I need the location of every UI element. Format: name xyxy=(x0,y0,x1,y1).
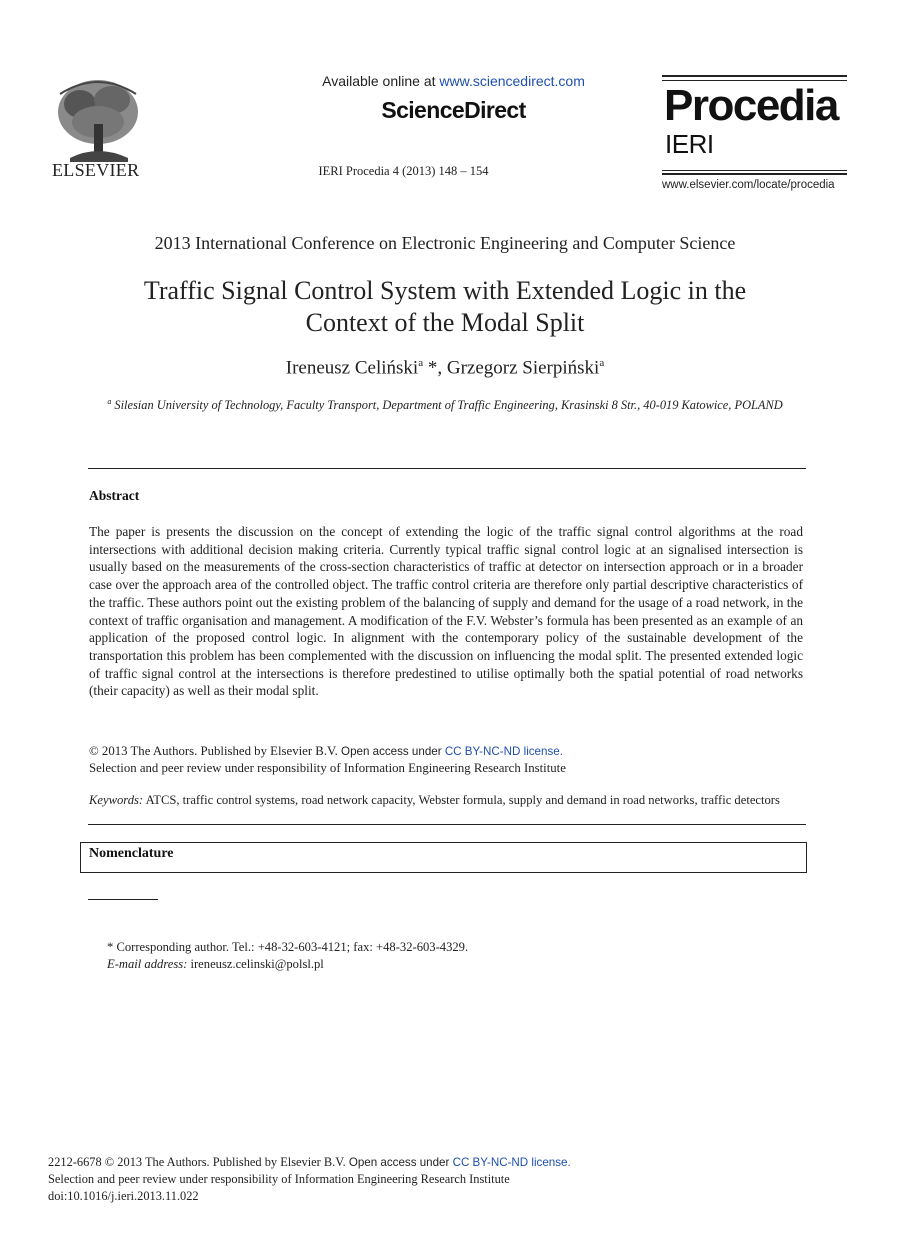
affiliation xyxy=(0,397,890,413)
available-prefix: Available online at xyxy=(322,73,440,89)
masthead-rule xyxy=(662,75,847,77)
journal-citation: IERI Procedia 4 (2013) 148 – 154 xyxy=(318,164,489,178)
author-name: Ireneusz Celiński xyxy=(285,357,419,379)
issn-text: 2212-6678 © 2013 The Authors. Published by Elsevier B.V. xyxy=(48,1155,349,1169)
peer-review-statement: Selection and peer review under responsibility of Information Engineering Research Institute xyxy=(89,761,566,775)
affiliation-marker: a xyxy=(418,357,424,369)
masthead-rule xyxy=(662,170,847,171)
nomenclature-heading: Nomenclature xyxy=(89,846,174,861)
footer-peer-review: Selection and peer review under responsibility of Information Engineering Research Institute xyxy=(48,1172,510,1186)
doi[interactable]: doi:10.1016/j.ieri.2013.11.022 xyxy=(48,1189,199,1203)
section-divider xyxy=(88,468,806,469)
issn-line xyxy=(48,1155,571,1170)
title-line-2: Context of the Modal Split xyxy=(305,308,585,337)
email-address[interactable]: ireneusz.celinski@polsl.pl xyxy=(187,957,324,971)
abstract-body: The paper is presents the discussion on the concept of extending the logic of the traffic signal control algorithms at the road intersections with additional decision making criteria. Currently typical traffic signal control logic at an signalised intersection is usually based on the measurements of the cross-section characteristics of traffic at detector on intersection approach or in a broader case over the approach area of the controlled object. The traffic control criteria are therefore only partial descriptive characteristics of the traffic. These authors point out the existing problem of the balancing of supply and demand for the usage of a road network, in the context of traffic organisation and management. A modification of the F.V. Webster’s formula has been presented as an example of an application of the proposed control logic. In alignment with the contemporary policy of the sustainable development of the transportation this problem has been complemented with the discussion on influencing the modal split. The presented extended logic of traffic signal control at the intersections is therefore predestined to utilise optimally both the spatial potential of road networks (their capacity) as well as their modal split. xyxy=(89,524,803,699)
affiliation-marker: a xyxy=(107,397,112,406)
keywords xyxy=(89,793,780,808)
author-name: Grzegorz Sierpiński xyxy=(446,357,600,379)
footnote-rule xyxy=(88,899,158,900)
affiliation-text: Silesian University of Technology, Faculty Transport, Department of Traffic Engineering, Krasinski 8 Str., 40-019 Katowice, POLAND xyxy=(111,398,783,413)
nomenclature-box xyxy=(80,842,807,873)
journal-title: Procedia xyxy=(664,81,838,130)
author-list xyxy=(0,357,890,379)
journal-subtitle: IERI xyxy=(665,129,714,159)
open-access-label: Open access under xyxy=(348,1156,453,1169)
title-line-1: Traffic Signal Control System with Extended Logic in the xyxy=(143,276,747,305)
affiliation-marker: a xyxy=(599,357,605,369)
corresponding-author-note: * Corresponding author. Tel.: +48-32-603-4121; fax: +48-32-603-4329. xyxy=(107,940,469,954)
journal-url[interactable]: www.elsevier.com/locate/procedia xyxy=(662,179,835,191)
platform-title: ScienceDirect xyxy=(381,97,526,123)
publisher-name: ELSEVIER xyxy=(52,160,140,180)
conference-name: 2013 International Conference on Electronic Engineering and Computer Science xyxy=(154,233,736,253)
sciencedirect-link[interactable]: www.sciencedirect.com xyxy=(439,73,585,89)
email-label: E-mail address: xyxy=(107,957,188,971)
author-separator: , xyxy=(437,357,447,379)
email-note xyxy=(107,957,324,972)
copyright-line xyxy=(89,744,563,759)
masthead-rule xyxy=(662,173,847,175)
section-divider xyxy=(88,824,806,825)
paper-title xyxy=(90,275,800,339)
open-access-label: Open access under xyxy=(341,745,445,758)
abstract-heading: Abstract xyxy=(89,488,140,503)
keywords-list: ATCS, traffic control systems, road network capacity, Webster formula, supply and demand in road networks, traffic detectors xyxy=(143,793,780,807)
license-link[interactable]: CC BY-NC-ND license. xyxy=(452,1156,571,1169)
copyright-text: © 2013 The Authors. Published by Elsevier B.V. xyxy=(89,744,342,758)
license-link[interactable]: CC BY-NC-ND license. xyxy=(444,745,563,758)
keywords-label: Keywords: xyxy=(89,793,144,807)
corresponding-marker: * xyxy=(423,357,438,379)
